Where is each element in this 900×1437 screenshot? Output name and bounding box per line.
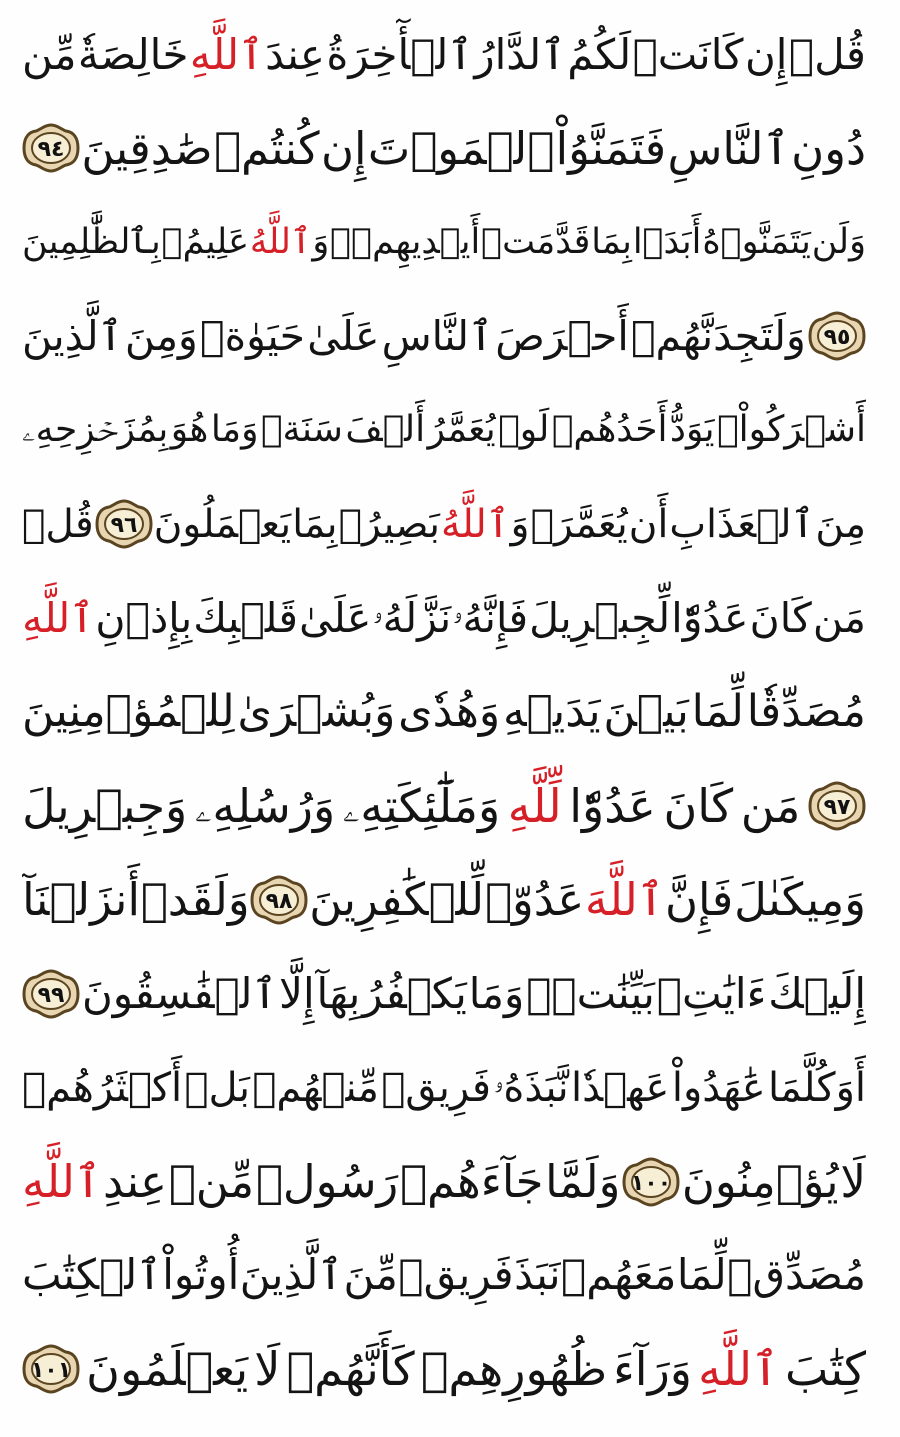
word: وَمِيكَىٰلَ [734, 873, 866, 927]
word: عِندِ [102, 1155, 167, 1209]
word: فَإِنَّهُۥ [452, 593, 529, 642]
ayah-end-marker [22, 123, 80, 173]
ornamental-verse-end-icon [22, 123, 80, 173]
word: كُنتُمۡ [214, 121, 320, 175]
word: قُلۡ [22, 501, 94, 547]
word: بَلۡ [184, 1064, 250, 1111]
word: مَعَهُمۡ [561, 1250, 677, 1300]
word: ٱلنَّاسِ [381, 311, 494, 360]
word: سَنَةٖ [260, 409, 343, 451]
divine-name-word: ٱللَّهِ [22, 1155, 102, 1209]
word: فَرِيقٞ [381, 1064, 492, 1111]
word: لِّمَا [676, 1250, 727, 1300]
word: قَدَّمَتۡ [481, 221, 591, 262]
text-line [22, 482, 866, 567]
ornamental-verse-end-icon [250, 875, 308, 925]
ayah-end-marker [22, 1344, 80, 1394]
word: كِتَٰبَ [785, 1342, 866, 1397]
ayah-end-marker [95, 499, 153, 549]
ayah-number: ٩٥ [823, 325, 851, 351]
word: حَيَوٰةٖ [200, 311, 306, 360]
word: مَن [740, 778, 801, 833]
word: يَكۡفُرُ [362, 968, 467, 1018]
ayah-end-marker [808, 311, 866, 361]
word: رَسُولٞ [255, 1155, 399, 1209]
word: عَدُوّٗا [671, 593, 749, 642]
word: وَمَلَٰٓئِكَتِهِۦ [342, 778, 501, 833]
word: وَلَمَّا [545, 1155, 621, 1209]
word: أَن [628, 501, 669, 547]
word: مِّنَ [343, 1250, 398, 1300]
ornamental-verse-end-icon [808, 781, 866, 831]
word: عَهۡدٗا [571, 1064, 670, 1111]
word: أَبَدَۢا [632, 221, 702, 262]
word: أَشۡرَكُواْۚ [717, 409, 866, 451]
word: عَلِيمُۢ [161, 221, 249, 262]
word: يُؤۡمِنُونَ [681, 1155, 839, 1209]
ayah-number: ٩٨ [266, 888, 293, 914]
ornamental-verse-end-icon [622, 1157, 680, 1207]
word: وَمَا [468, 968, 525, 1018]
word: وَهُدٗى [398, 685, 501, 737]
word: فَتَمَنَّوُاْ [555, 121, 667, 175]
word: وَمِنَ [124, 311, 198, 360]
word: قُلۡ [788, 29, 866, 79]
divine-name-word: ٱللَّهِ [698, 1342, 779, 1397]
word: ٱلۡعَذَابِ [669, 501, 815, 547]
word: إِلَيۡكَ [768, 968, 866, 1018]
word: لَوۡ [498, 409, 550, 451]
text-line [22, 106, 866, 191]
word: وَبُشۡرَىٰ [237, 685, 396, 737]
text-line [22, 669, 866, 754]
word: قَلۡبِكَ [193, 593, 298, 642]
word: نَبَذَ [514, 1250, 561, 1300]
word: يَعۡمَلُونَ [153, 501, 292, 547]
word: دُونِ [791, 121, 866, 175]
word: بِمَا [292, 501, 338, 547]
word: وَ [510, 501, 530, 547]
word: ٱلنَّاسِ [667, 121, 790, 175]
word: يَدَيۡهِ [502, 685, 601, 737]
word: عَلَىٰ [299, 593, 372, 642]
ayah-end-marker [808, 781, 866, 831]
word: يَعۡلَمُونَ [86, 1342, 249, 1397]
word: وَلَقَدۡ [140, 873, 250, 927]
word: أَحۡرَصَ [495, 311, 629, 360]
word: ءَايَٰتِۭ [656, 968, 767, 1018]
word: أُوتُواْ [162, 1250, 240, 1300]
ayah-number: ١٠٠ [630, 1170, 672, 1196]
word: إِن [320, 121, 367, 175]
word: نَزَّلَهُۥ [372, 593, 452, 642]
word: كَانَتۡ [632, 29, 744, 79]
text-line [22, 1233, 866, 1318]
word: عِندَ [265, 29, 325, 79]
divine-name-word: ٱللَّهُ [249, 221, 312, 262]
word: يَوَدُّ [669, 409, 715, 451]
word: خَالِصَةٗ [77, 29, 189, 79]
word: وَرُسُلِهِۦ [194, 778, 336, 833]
word: لِّلۡكَٰفِرِينَ [309, 873, 485, 927]
text-line [22, 1139, 866, 1224]
word: أَكۡثَرُهُمۡ [22, 1064, 183, 1111]
word: أَيۡدِيهِمۡۚ [330, 221, 481, 262]
word: مِّن [22, 29, 77, 79]
text-line [22, 200, 866, 285]
word: أَوَكُلَّمَا [767, 1064, 866, 1111]
word: لِّمَا [691, 685, 744, 737]
word: لَا [254, 1342, 281, 1397]
divine-name-word: لِّلَّهِ [507, 778, 562, 833]
word: وَلَتَجِدَنَّهُمۡ [630, 311, 806, 360]
word: يَتَمَنَّوۡهُ [702, 221, 811, 262]
word: ٱلَّذِينَ [239, 1250, 343, 1300]
ayah-number: ٩٦ [110, 513, 138, 539]
ayah-number: ٩٩ [37, 982, 65, 1008]
word: أَنزَلۡنَآ [22, 873, 140, 927]
text-line [22, 1327, 866, 1412]
word: مِنَ [815, 501, 866, 547]
ayah-end-marker [250, 875, 308, 925]
ayah-number: ١٠١ [30, 1358, 72, 1384]
word: بَيِّنَٰتٖۖ [526, 968, 655, 1018]
word: بِهَآ [316, 968, 361, 1018]
word: مِّنۡهُمۚ [252, 1064, 379, 1111]
word: صَٰدِقِينَ [81, 121, 213, 175]
word: عَٰهَدُواْ [671, 1064, 766, 1111]
ornamental-verse-end-icon [808, 311, 866, 361]
text-lines [22, 12, 866, 1412]
word: عَدُوّٗا [569, 778, 656, 833]
word: وَلَن [811, 221, 866, 262]
word: كَأَنَّهُمۡ [286, 1342, 415, 1397]
word: بِمُزَحۡزِحِهِۦ [22, 409, 169, 451]
word: ٱلۡفَٰسِقُونَ [81, 968, 278, 1018]
word: ٱلۡمَوۡتَ [367, 121, 555, 175]
text-line [22, 294, 866, 379]
word: أَلۡفَ [345, 409, 426, 451]
word: وَرَآءَ [613, 1342, 692, 1397]
word: بِإِذۡنِ [95, 593, 193, 642]
word: ٱلۡأٓخِرَةُ [326, 29, 473, 79]
word: ظُهُورِهِمۡ [420, 1342, 608, 1397]
word: نَّبَذَهُۥ [493, 1064, 569, 1111]
word: فَإِنَّ [664, 873, 734, 927]
word: يُعَمَّرَۗ [530, 501, 628, 547]
word: مِّنۡ [168, 1155, 255, 1209]
word: وَ [312, 221, 330, 262]
ayah-end-marker [622, 1157, 680, 1207]
text-line [22, 951, 866, 1036]
divine-name-word: ٱللَّهُ [441, 501, 510, 547]
word: ٱلۡكِتَٰبَ [22, 1250, 162, 1300]
text-line [22, 576, 866, 661]
text-line [22, 12, 866, 97]
divine-name-word: ٱللَّهِ [189, 29, 264, 79]
divine-name-word: ٱللَّهِ [22, 593, 95, 642]
word: عَلَىٰ [307, 311, 380, 360]
word: لِّجِبۡرِيلَ [529, 593, 671, 642]
ornamental-verse-end-icon [22, 969, 80, 1019]
word: كَانَ [749, 593, 812, 642]
word: وَجِبۡرِيلَ [22, 778, 188, 833]
word: لَا [840, 1155, 866, 1209]
word: لَكُمُ [567, 29, 632, 79]
word: فَرِيقٞ [398, 1250, 514, 1300]
ayah-number: ٩٤ [37, 137, 65, 163]
word: مُصَدِّقٗا [746, 685, 866, 737]
text-line [22, 388, 866, 473]
ayah-number: ٩٧ [823, 794, 851, 820]
word: بَيۡنَ [603, 685, 689, 737]
word: جَآءَهُمۡ [400, 1155, 544, 1209]
divine-name-word: ٱللَّهَ [585, 873, 665, 927]
word: مُصَدِّقٞ [727, 1250, 866, 1300]
text-line [22, 1045, 866, 1130]
word: بَصِيرُۢ [338, 501, 440, 547]
word: عَدُوّٞ [484, 873, 585, 927]
word: لِلۡمُؤۡمِنِينَ [22, 685, 235, 737]
ayah-end-marker [22, 969, 80, 1019]
text-line [22, 763, 866, 848]
word: ٱلَّذِينَ [22, 311, 123, 360]
word: ٱلدَّارُ [474, 29, 566, 79]
word: أَحَدُهُمۡ [551, 409, 668, 451]
ornamental-verse-end-icon [95, 499, 153, 549]
word: إِلَّا [278, 968, 315, 1018]
word: كَانَ [663, 778, 734, 833]
word: وَمَا [210, 409, 259, 451]
word: بِمَا [591, 221, 632, 262]
word: بِٱلظَّٰلِمِينَ [22, 221, 161, 262]
text-line [22, 857, 866, 942]
word: يُعَمَّرُ [427, 409, 496, 451]
word: مَن [812, 593, 866, 642]
word: هُوَ [170, 409, 209, 451]
ornamental-verse-end-icon [22, 1344, 80, 1394]
word: إِن [744, 29, 788, 79]
